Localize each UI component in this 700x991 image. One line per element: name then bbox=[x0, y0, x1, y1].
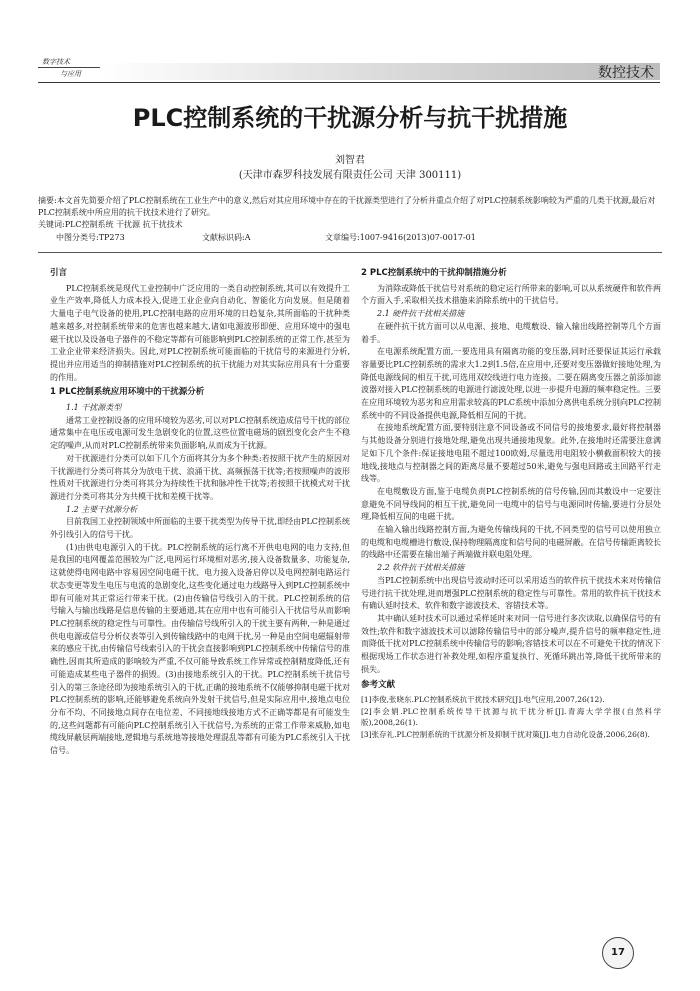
header-band bbox=[100, 63, 660, 80]
journal-name-line1: 数字技术 bbox=[42, 58, 70, 66]
heading-references: 参考文献 bbox=[361, 679, 396, 690]
heading-2-2: 2.2 软件抗干扰相关措施 bbox=[377, 563, 465, 573]
paragraph: 当PLC控制系统中出现信号波动时还可以采用适当的软件抗干扰技术来对传输信号进行抗干扰处理,进而增强PLC控制系统的稳定性与可靠性。常用的软件抗干扰技术有确认延时技术、软件和数字滤波技术、容错技术等。 bbox=[361, 575, 661, 611]
heading-2-1: 2.1 硬件抗干扰相关措施 bbox=[377, 309, 465, 319]
reference-item: [3]张存礼.PLC控制系统的干扰源分析及抑制干扰对策[J].电力自动化设备,2006,26(8). bbox=[361, 729, 650, 739]
document-code: 文献标识码:A bbox=[202, 233, 251, 242]
paragraph: 其中确认延时技术可以通过采样延时来对同一信号进行多次读取,以确保信号的有效性;软件和数字滤波技术可以滤除传输信号中的部分噪声,提升信号的频率稳定性,进而降低干扰对PLC控制系统中传输信号的影响;容错技术可以在不可避免干扰的情况下根据现场工作状态进行补救处理,如程序重复执行、死循环跳出等,降低干扰所带来的损失。 bbox=[361, 613, 661, 674]
affiliation: (天津市森罗科技发展有限责任公司 天津 300111) bbox=[238, 170, 462, 181]
paragraph: 通常工业控制设备的应用环境较为恶劣,可以对PLC控制系统造成信号干扰的部位通常集中在电压或电源可发生急剧变化的位置,这些位置电磁场的剧烈变化会产生不稳定的噪声,从而对PLC控制系统带来负面影响,从而成为干扰源。 bbox=[50, 415, 350, 451]
abstract: 摘要:本文首先简要介绍了PLC控制系统在工业生产中的意义,然后对其应用环境中存在的干扰源类型进行了分析并重点介绍了对PLC控制系统影响较为严重的几类干扰源,最后对PLC控制系统中所应用的抗干扰技术进行了研究。 bbox=[38, 196, 656, 217]
paragraph: 为消除或降低干扰信号对系统的稳定运行所带来的影响,可以从系统硬件和软件两个方面入手,采取相关技术措施来消除系统中的干扰信号。 bbox=[361, 283, 661, 306]
heading-section-2: 2 PLC控制系统中的干扰抑制措施分析 bbox=[361, 268, 507, 278]
journal-name-line2: 与应用 bbox=[60, 70, 81, 78]
journal-logo-divider bbox=[38, 67, 100, 68]
class-number: 中图分类号:TP273 bbox=[56, 233, 125, 242]
paragraph: 对干扰源进行分类可以如下几个方面将其分为多个种类:若按照干扰产生的原因对干扰源进行分类可将其分为放电干扰、浪涌干扰、高频振荡干扰等;若按照噪声的波形性质对干扰源进行分类可将其分为持续性干扰和脉冲性干扰等;若按照干扰模式对干扰源进行分类可将其分为共模干扰和差模干扰等。 bbox=[50, 453, 350, 501]
heading-intro: 引言 bbox=[50, 268, 68, 278]
author: 刘智君 bbox=[335, 155, 365, 166]
section-divider bbox=[38, 252, 662, 253]
reference-item: [1]李俊,张晓东.PLC控制系统抗干扰技术研究[J].电气应用,2007,26(12). bbox=[361, 695, 605, 705]
paragraph: 在电源系统配置方面,一要选用具有隔离功能的变压器,同时还要保证其运行承载容量要比PLC控制系统的需求大1.2到1.5倍,在应用中,还要对变压器做好接地处理,为降低电源线间的相互干扰,可选用双绞线进行电力连接。二要在隔离变压器之前添加滤波器对接入PLC控制系统的电源进行滤波处理,以进一步提升电源的频率稳定性。三要在应用环境较为恶劣和应用需求较高的PLC系统中添加分离供电系统分别向PLC控制系统中的不同设备提供电源,降低相互间的干扰。 bbox=[361, 347, 661, 420]
page-number: 17 bbox=[602, 937, 634, 969]
section-tag: 数控技术 bbox=[598, 65, 654, 81]
paragraph: 在接地系统配置方面,要特别注意不同设备或不同信号的接地要求,最好将控制器与其他设备分别进行接地处理,避免出现共通接地现象。此外,在接地时还需要注意满足如下几个条件:保证接地电阻不超过100欧姆,尽量选用电阻较小横截面积较大的接地线,接地点与控制器之间的距离尽量不要超过50米,避免与强电回路或主回路平行走线等。 bbox=[361, 423, 661, 484]
heading-1-1: 1.1 干扰源类型 bbox=[66, 403, 122, 413]
paragraph: (1)由供电电源引入的干扰。PLC控制系统的运行离不开供电电网的电力支持,但是我国的电网覆盖范围较为广泛,电网运行环境相对恶劣,接入设备数量多、功能复杂,这就使得电网电路中容易因空间电磁干扰、电力接入设备启停以及电网控制电路运行状态变更等发生电压与电流的急剧变化,这些变化通过电力线路导入到PLC控制系统中即有可能对其正常运行带来干扰。(2)由传输信号线引入的干扰。PLC控制系统的信号输入与输出线路是信息传输的主要通道,其在应用中也有可能引入干扰信号从而影响PLC控制系统的稳定性与可靠性。由传输信号线所引入的干扰主要有两种,一种是通过供电电源或信号分析仪表等引入到传输线路中的电网干扰,另一种是由空间电磁辐射带来的感应干扰,由传输信号线索引入的干扰会直接影响到PLC控制系统中传输信号的准确性,因而其所造成的影响较为严重,不仅可能导致系统工作异常或控制精度降低,还有可能造成某些电子器件的损毁。(3)由接地系统引入的干扰。PLC控制系统干扰信号引入的第三条途径即为接地系统引入的干扰,正确的接地系统不仅能够抑制电磁干扰对PLC控制系统的影响,还能够避免系统向外发射干扰信号,但是实际应用中,接地点电位分布不均、不同接地点间存在电位差、不同接地线接地方式不正确等都是有可能发生的,这些问题都有可能向PLC控制系统引入干扰信号,为系统的正常工作带来威胁,如电缆线屏蔽层两端接地,逻辑地与系统地等接地处理混乱等都有可能为PLC系统引入干扰信号。 bbox=[50, 542, 350, 756]
journal-logo bbox=[38, 57, 100, 81]
article-number: 文章编号:1007-9416(2013)07-0017-01 bbox=[325, 233, 476, 242]
paragraph: 在电缆敷设方面,鉴于电缆负责PLC控制系统的信号传输,因而其敷设中一定要注意避免不同导线间的相互干扰,避免同一电缆中的信号与电源同时传输,要进行分层处理,降低相互间的电磁干扰。 bbox=[361, 486, 661, 522]
reference-item: [2]李会娟.PLC控制系统传导干扰源与抗干扰分析[J].青海大学学报(自然科学版),2008,26(1). bbox=[361, 706, 661, 728]
paragraph: 目前我国工业控制领域中所面临的主要干扰类型为传导干扰,即经由PLC控制系统外引线引入的信号干扰。 bbox=[50, 517, 350, 540]
article-title: PLC控制系统的干扰源分析与抗干扰措施 bbox=[132, 104, 568, 132]
heading-section-1: 1 PLC控制系统应用环境中的干扰源分析 bbox=[50, 387, 205, 398]
keywords: 关键词:PLC控制系统 干扰源 抗干扰技术 bbox=[38, 220, 183, 229]
left-column bbox=[50, 265, 350, 758]
paragraph: 在硬件抗干扰方面可以从电源、接地、电缆敷设、输入输出线路控制等几个方面着手。 bbox=[361, 321, 661, 344]
paragraph: PLC控制系统是现代工业控制中广泛应用的一类自动控制系统,其可以有效提升工业生产效率,降低人力成本投入,促进工业企业向自动化、智能化方向发展。但是随着大量电子电气设备的使用,PLC控制电路的应用环境的日趋复杂,其所面临的干扰种类越来越多,对控制系统带来的危害也越来越大,诸如电源波形即便、应用环境中的强电磁干扰以及设备电子器件的不稳定等都有可能影响到PLC控制系统的正常工作,甚至为工业企业带来经济损失。因此,对PLC控制系统可能面临的干扰信号的来源进行分析,提出并应用适当的抑制措施对PLC控制系统的抗干扰能力对其实际应用具有十分重要的作用。 bbox=[50, 283, 350, 382]
header-rule bbox=[38, 82, 660, 83]
heading-1-2: 1.2 主要干扰源分析 bbox=[66, 504, 138, 514]
right-column bbox=[361, 265, 661, 740]
paragraph: 在输入输出线路控制方面,为避免传输线间的干扰,不同类型的信号可以使用独立的电缆和电缆槽进行敷设,保持物理隔离度和信号间的电磁屏蔽。在信号传输距离较长的线路中还需要在输出端子两端做并联电阻处理。 bbox=[361, 525, 661, 560]
